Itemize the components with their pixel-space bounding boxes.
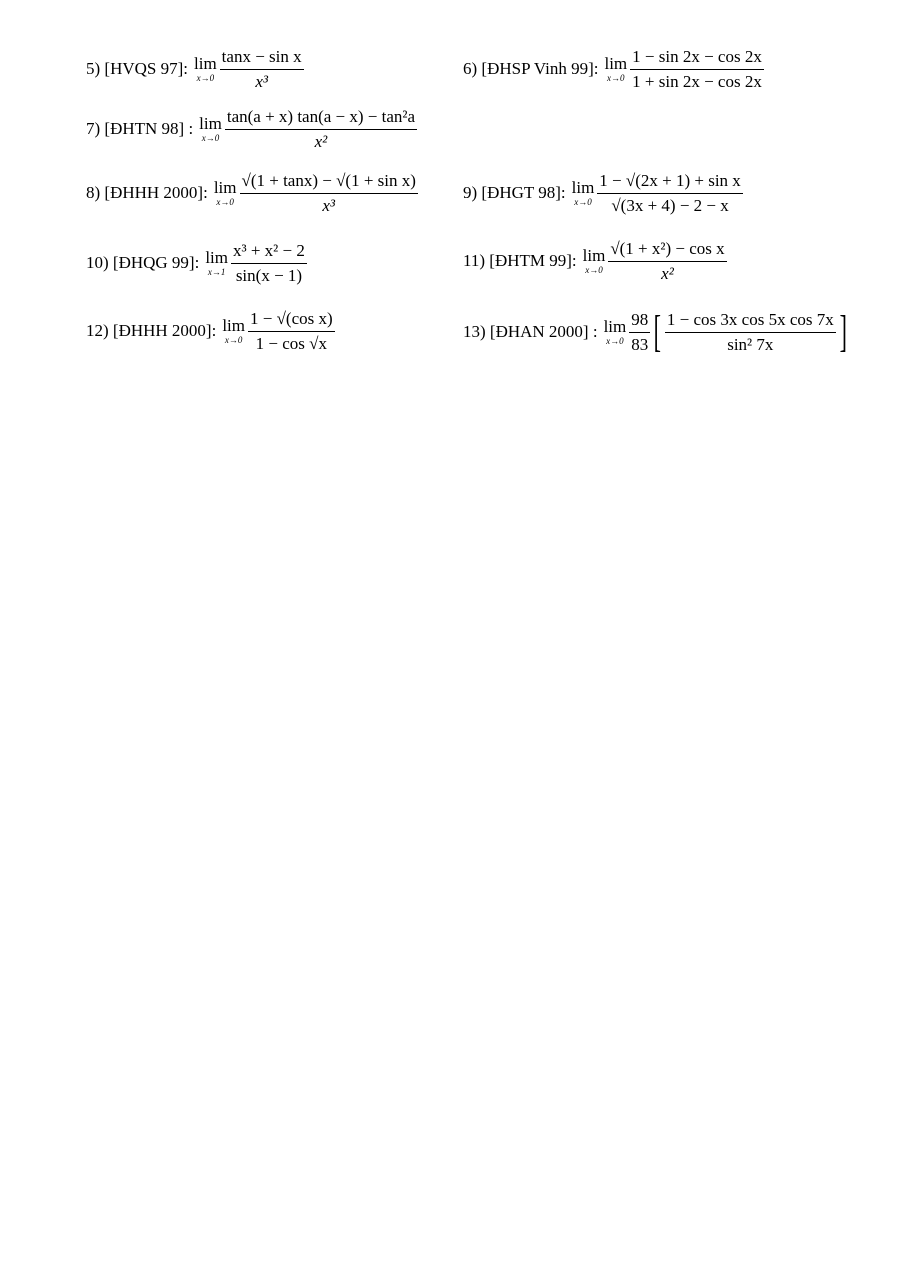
problem-13: [463, 307, 850, 356]
lim-subscript: x→0: [224, 335, 243, 346]
lim-word: lim: [194, 54, 217, 74]
denominator: √(3x + 4) − 2 − x: [611, 195, 729, 215]
problem-9: [463, 172, 743, 215]
fraction: [231, 242, 307, 285]
limit-operator: [222, 317, 245, 345]
lim-subscript: x→1: [207, 267, 226, 278]
fraction: [225, 108, 417, 151]
coefficient-numerator: 98: [629, 311, 650, 333]
limit-operator: [572, 179, 595, 207]
problem-label: 10) [ĐHQG 99]:: [86, 253, 200, 273]
numerator: 1 − sin 2x − cos 2x: [630, 48, 764, 70]
limit-operator: [604, 55, 627, 83]
numerator: 1 − cos 3x cos 5x cos 7x: [665, 311, 836, 333]
problem-12: [86, 310, 335, 353]
lim-word: lim: [582, 246, 606, 266]
numerator: x³ + x² − 2: [231, 242, 307, 264]
problem-label: 8) [ĐHHH 2000]:: [86, 183, 208, 203]
lim-word: lim: [222, 316, 245, 336]
denominator: sin(x − 1): [235, 265, 303, 285]
numerator: √(1 + tanx) − √(1 + sin x): [240, 172, 418, 194]
problem-label: 7) [ĐHTN 98] :: [86, 119, 194, 139]
right-bracket: ]: [839, 307, 847, 356]
fraction: [665, 311, 836, 354]
denominator: 1 − cos √x: [255, 333, 327, 353]
numerator: tanx − sin x: [220, 48, 304, 70]
fraction: [597, 172, 743, 215]
lim-word: lim: [604, 54, 628, 74]
lim-word: lim: [213, 178, 237, 198]
denominator: x²: [314, 131, 328, 151]
lim-word: lim: [199, 114, 222, 134]
denominator: x³: [255, 71, 268, 91]
limit-operator: [583, 247, 606, 275]
lim-word: lim: [603, 317, 627, 336]
fraction: [240, 172, 418, 215]
numerator: 1 − √(cos x): [248, 310, 335, 332]
problem-label: 6) [ĐHSP Vinh 99]:: [463, 59, 599, 79]
limit-operator: [604, 318, 627, 346]
lim-subscript: x→0: [607, 73, 625, 84]
lim-subscript: x→0: [196, 73, 215, 84]
problem-7: [86, 108, 417, 151]
limit-operator: [205, 249, 228, 277]
problem-10: [86, 242, 307, 285]
coefficient-fraction: [629, 311, 650, 354]
problem-5: [86, 48, 304, 91]
fraction: [220, 48, 304, 91]
limit-operator: [194, 55, 217, 83]
numerator: 1 − √(2x + 1) + sin x: [597, 172, 743, 194]
problem-11: [463, 240, 727, 283]
problem-label: 12) [ĐHHH 2000]:: [86, 321, 217, 341]
problem-label: 9) [ĐHGT 98]:: [463, 183, 566, 203]
problem-6: [463, 48, 764, 91]
fraction: [630, 48, 764, 91]
numerator: √(1 + x²) − cos x: [608, 240, 726, 262]
limit-operator: [199, 115, 222, 143]
left-bracket: [: [653, 307, 662, 356]
lim-subscript: x→0: [216, 197, 234, 208]
denominator: sin² 7x: [727, 334, 774, 354]
denominator: x³: [322, 195, 336, 215]
problem-8: [86, 172, 418, 215]
fraction: [248, 310, 335, 353]
problem-label: 11) [ĐHTM 99]:: [463, 251, 577, 271]
limit-operator: [214, 179, 237, 207]
numerator: tan(a + x) tan(a − x) − tan²a: [225, 108, 417, 130]
problem-label: 13) [ĐHAN 2000] :: [463, 322, 598, 341]
coefficient-denominator: 83: [631, 334, 649, 354]
lim-subscript: x→0: [606, 336, 624, 346]
lim-word: lim: [205, 248, 228, 268]
lim-subscript: x→0: [574, 197, 592, 208]
denominator: 1 + sin 2x − cos 2x: [632, 71, 762, 91]
lim-word: lim: [571, 178, 595, 198]
problem-label: 5) [HVQS 97]:: [86, 59, 188, 79]
fraction: [608, 240, 726, 283]
denominator: x²: [661, 263, 674, 283]
lim-subscript: x→0: [585, 265, 603, 276]
lim-subscript: x→0: [201, 133, 220, 144]
